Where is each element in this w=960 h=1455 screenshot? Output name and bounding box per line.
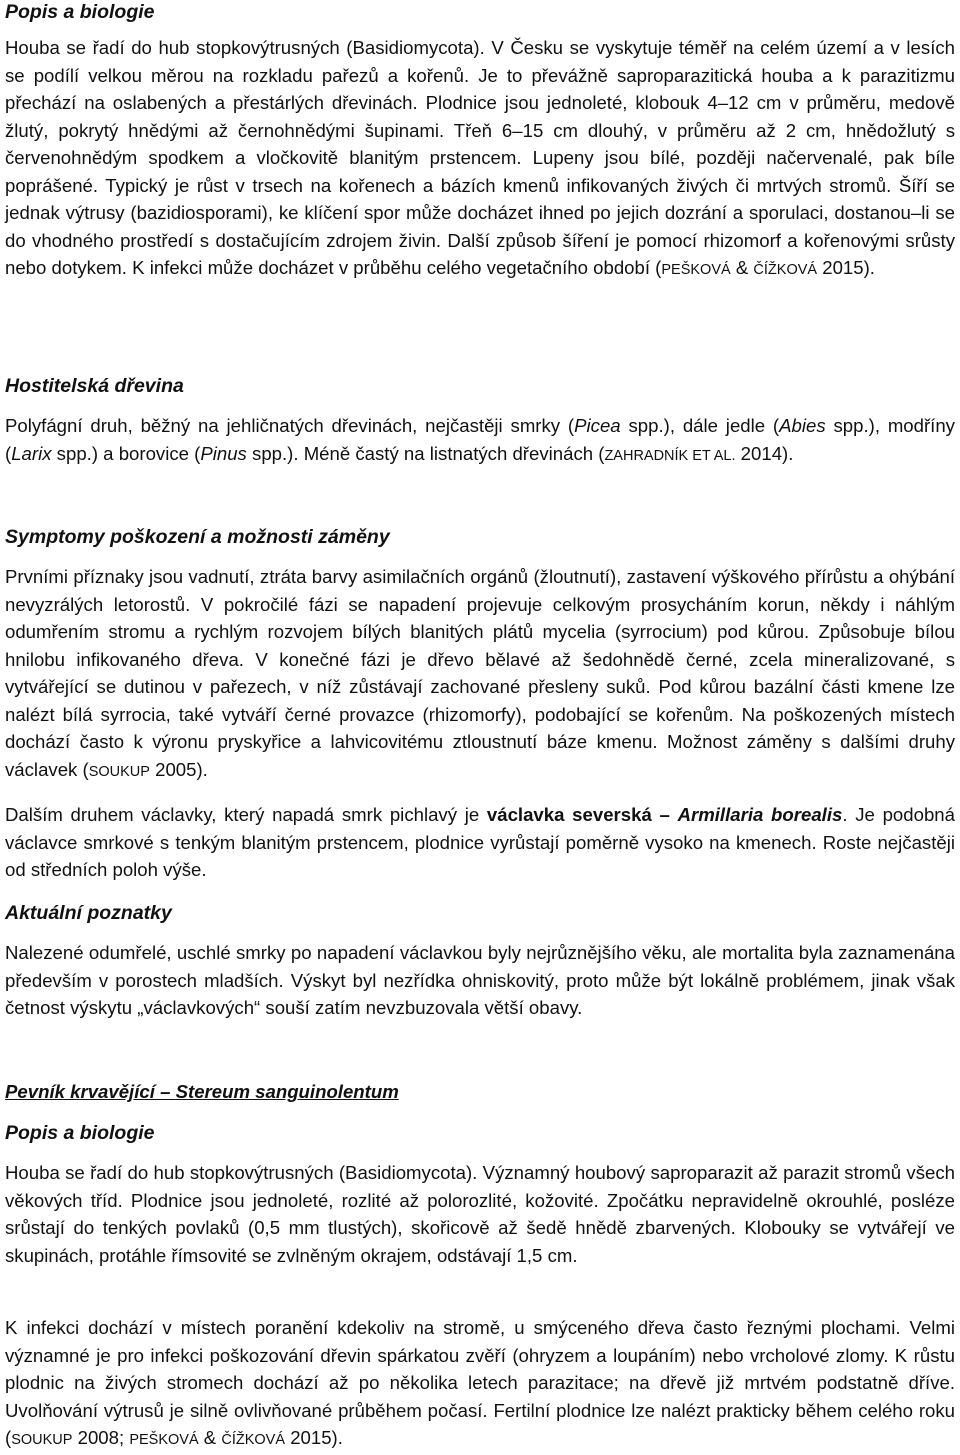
author-citation: PEŠKOVÁ [129,1432,199,1448]
paragraph-popis-biologie-1: Houba se řadí do hub stopkovýtrusných (Basidiomycota). V Česku se vyskytuje téměř na celém území a v lesích se podílí velkou měrou na rozkladu pařezů a kořenů. Je to převážně saproparazitická houba a k parazitizmu přechází na oslabených a přestárlých dřevinách. Plodnice jsou jednoleté, klobouk 4–12 cm v průměru, medově žlutý, pokrytý hnědými až černohnědými šupinami. Třeň 6–15 cm dlouhý, v průměru až 2 cm, hnědožlutý s červenohnědým spodkem a vločkovitě blanitým prstencem. Lupeny jsou bílé, později načervenalé, pak bíle poprášené. Typický je růst v trsech na kořenech a bázích kmenů infikovaných živých či mrtvých stromů. Šíří se jednak výtrusy (bazidiosporami), ke klíčení spor může docházet ihned po jejich dozrání a sporulaci, dostanou–li se do vhodného prostředí s dostačujícím zdrojem živin. Další způsob šíření je pomocí rhizomorf a kořenovými srůsty nebo dotykem. K infekci může docházet v průběhu celého vegetačního období (PEŠKOVÁ & ČÍŽKOVÁ 2015). [5,37,955,278]
species-common-name: václavka severská [486,804,652,825]
paragraph-hostitelska-drevina: Polyfágní druh, běžný na jehličnatých dřevinách, nejčastěji smrky (Picea spp.), dále jedle (Abies spp.), modříny (Larix spp.) a borovice (Pinus spp.). Méně častý na listnatých dřevinách (ZAHRADNÍK ET AL. 2014). [5,415,955,464]
species-name: Larix [11,442,52,464]
species-name: Abies [779,415,826,436]
species-name: Picea [574,415,621,436]
paragraph-aktualni-poznatky: Nalezené odumřelé, uschlé smrky po napadení václavkou byly nejrůznějšího věku, ale mortalita byla zaznamenána především v porostech mladších. Výskyt byl nezřídka ohniskovitý, proto může být lokálně problémem, jinak však četnost výskytu „václavkových“ souší zatím nevzbuzovala větší obavy. [5,942,955,1018]
species-name: Armillaria borealis [677,804,843,825]
author-citation: PEŠKOVÁ [661,262,731,278]
section-heading-symptomy: Symptomy poškození a možnosti záměny [5,526,390,548]
section-heading-aktualni-poznatky: Aktuální poznatky [5,902,172,924]
paragraph-vaclavka-severska: Dalším druhem václavky, který napadá smrk pichlavý je václavka severská – Armillaria borealis. Je podobná václavce smrkové s tenkým blanitým prstencem, plodnice vyrůstají poměrně vysoko na kmenech. Roste nejčastěji od středních poloh výše. [5,804,955,880]
section-heading-hostitelska-drevina: Hostitelská dřevina [5,375,184,397]
author-citation: ZAHRADNÍK ET AL. [604,447,736,464]
species-name: Stereum sanguinolentum [175,1081,399,1102]
author-citation: SOUKUP [11,1432,73,1448]
section-heading-popis-biologie-1: Popis a biologie [5,1,155,23]
species-name: Pinus [200,442,247,464]
section-heading-popis-biologie-2: Popis a biologie [5,1122,155,1144]
paragraph-symptomy: Prvními příznaky jsou vadnutí, ztráta barvy asimilačních orgánů (žloutnutí), zastavení výškového přírůstu a ohýbání nevyzrálých letorostů. V pokročilé fázi se napadení projevuje celkovým prosycháním korun, někdy i náhlým odumřením stromu a rychlým rozvojem bílých blanitých plátů mycelia (syrrocium) pod kůrou. Způsobuje bílou hnilobu infikovaného dřeva. V konečné fázi je dřevo bělavé až šedohnědě černé, zcela mineralizované, s vytvářející se dutinou v pařezech, v níž zůstávají zachované přesleny suků. Pod kůrou bazální části kmene lze nalézt bílá syrrocia, také vytváří černé provazce (rhizomorfy), podobající se kořenům. Na poškozených místech dochází často k výronu pryskyřice a lahvicovitému ztloustnutí báze kmenu. Možnost záměny s dalšími druhy václavek (SOUKUP 2005). [5,566,955,780]
author-citation: SOUKUP [88,763,150,780]
author-citation: ČÍŽKOVÁ [221,1432,286,1448]
author-citation: ČÍŽKOVÁ [753,262,818,278]
paragraph-infekce: K infekci dochází v místech poranění kdekoliv na stromě, u smýceného dřeva často řeznými plochami. Velmi významné je pro infekci poškozování dřevin spárkatou zvěří (ohryzem a loupáním) nebo vrcholové zlomy. K růstu plodnic na živých stromech dochází až po několika letech parazitace; na dřevě již mrtvém podstatně dříve. Uvolňování výtrusů je silně ovlivňované průběhem počasí. Fertilní plodnice lze nalézt prakticky během celého roku (SOUKUP 2008; PEŠKOVÁ & ČÍŽKOVÁ 2015). [5,1317,955,1448]
paragraph-popis-biologie-2: Houba se řadí do hub stopkovýtrusných (Basidiomycota). Významný houbový saproparazit až parazit stromů všech věkových tříd. Plodnice jsou jednoleté, rozlité až polorozlité, kožovité. Zpočátku nepravidelně okrouhlé, posléze srůstají do tenkých povlaků (0,5 mm tlustých), skořicově až šedě hnědě zbarvených. Klobouky se vytvářejí ve skupinách, protáhle římsovité se zvlněným okrajem, odstávají 1,5 cm. [5,1162,955,1266]
species-section-title: Pevník krvavějící – Stereum sanguinolentum [5,1081,399,1102]
